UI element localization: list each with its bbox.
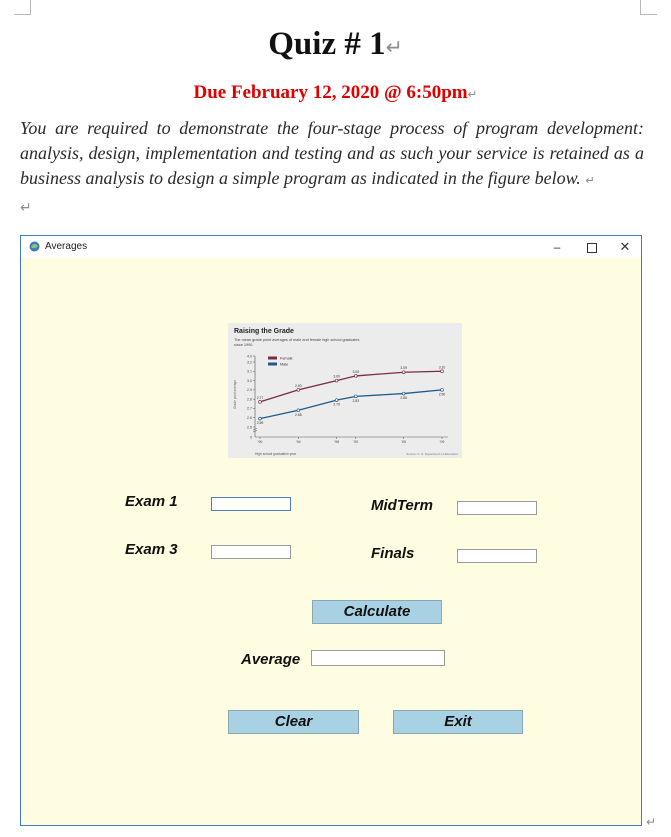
data-point-female (335, 379, 338, 382)
maximize-icon (587, 243, 597, 253)
data-label-female: 3.00 (333, 374, 340, 379)
data-point-male (441, 388, 444, 391)
data-label-male: 2.90 (438, 392, 446, 397)
average-output[interactable] (311, 650, 445, 666)
margin-corner-top-left (14, 0, 31, 15)
paragraph-mark-icon: ↵ (385, 35, 403, 59)
data-label-female: 3.10 (438, 365, 446, 370)
data-label-female: 2.77 (256, 395, 264, 400)
y-zero-label: 0 (250, 435, 252, 440)
y-tick-label: 2.8 (247, 397, 252, 402)
margin-corner-top-right (640, 0, 657, 15)
finals-label: Finals (371, 545, 415, 562)
data-point-female (441, 370, 444, 373)
paragraph-mark-icon: ↵ (585, 174, 595, 187)
legend-swatch-male (268, 363, 277, 366)
clear-button[interactable]: Clear (228, 710, 359, 734)
document-title: Quiz # 1↵ (268, 26, 403, 62)
exam3-input[interactable] (211, 545, 291, 559)
averages-window (20, 235, 642, 826)
data-label-female: 3.09 (400, 366, 407, 371)
calculate-button[interactable]: Calculate (312, 600, 442, 624)
empty-paragraph-mark-icon: ↵ (20, 200, 32, 216)
minimize-button[interactable]: – (553, 240, 561, 254)
midterm-label: MidTerm (371, 497, 433, 514)
data-point-female (259, 401, 262, 404)
data-label-male: 2.83 (352, 398, 360, 403)
exam1-input[interactable] (211, 497, 291, 511)
data-point-female (354, 375, 357, 378)
exam3-label: Exam 3 (125, 541, 178, 558)
y-tick-label: 2.5 (247, 425, 252, 430)
app-icon (29, 241, 40, 252)
y-tick-label: 2.9 (247, 388, 252, 393)
end-paragraph-mark-icon: ↵ (646, 815, 657, 829)
x-tick-label: '00 (353, 440, 359, 444)
data-point-male (402, 392, 405, 395)
chart-image (228, 323, 462, 458)
exam1-label: Exam 1 (125, 493, 178, 510)
data-label-female: 2.90 (295, 383, 302, 388)
window-titlebar (21, 236, 641, 258)
data-label-female: 3.05 (352, 369, 360, 374)
legend-label-male: Male (280, 362, 289, 367)
data-point-male (354, 395, 357, 398)
average-label: Average (241, 651, 301, 668)
data-point-male (259, 417, 262, 420)
chart-xlabel: High school graduation year (255, 452, 297, 456)
close-button[interactable]: ✕ (619, 239, 631, 254)
legend-label-female: Female (280, 356, 293, 361)
x-tick-label: '09 (439, 440, 445, 444)
x-tick-label: '94 (295, 440, 301, 444)
due-date: Due February 12, 2020 @ 6:50pm↵ (193, 82, 478, 103)
data-label-male: 2.79 (333, 402, 340, 407)
grade-chart (228, 323, 462, 458)
data-point-male (297, 409, 300, 412)
intro-paragraph: You are required to demonstrate the four-stage process of program development: analysis, design, implementation and testing and as such your service is retained as a business analysis to design a simple program as indicated in the figure below. ↵ (20, 118, 644, 188)
exit-button[interactable]: Exit (393, 710, 523, 734)
x-tick-label: '05 (401, 440, 407, 444)
data-label-male: 2.68 (295, 412, 302, 417)
chart-ylabel: Grade point average (233, 379, 237, 409)
data-point-female (297, 388, 300, 391)
chart-title: Raising the Grade (234, 328, 294, 335)
y-tick-label: 2.7 (247, 406, 252, 411)
chart-subtitle-line2: since 1990. (234, 343, 254, 347)
chart-source: Source: U. S. Department of Education (406, 452, 458, 456)
y-tick-label: 4.0 (247, 354, 252, 359)
window-title: Averages (45, 241, 88, 252)
x-tick-label: '90 (257, 440, 263, 444)
chart-subtitle-line1: The mean grade point averages of male and female high school graduates (234, 338, 360, 342)
midterm-input[interactable] (457, 501, 537, 515)
data-point-male (335, 399, 338, 402)
y-tick-label: 3.0 (247, 378, 252, 383)
y-tick-label: 2.6 (247, 416, 252, 421)
legend-swatch-female (268, 357, 277, 360)
data-label-male: 2.86 (400, 396, 407, 401)
maximize-button[interactable] (578, 238, 606, 256)
series-line-male (260, 390, 442, 419)
data-label-male: 2.59 (256, 421, 264, 426)
paragraph-mark-icon: ↵ (467, 87, 478, 101)
y-tick-label: 3.1 (247, 369, 252, 374)
x-tick-label: '98 (334, 440, 339, 444)
data-point-female (402, 371, 405, 374)
y-tick-label: 3.2 (247, 360, 252, 365)
finals-input[interactable] (457, 549, 537, 563)
